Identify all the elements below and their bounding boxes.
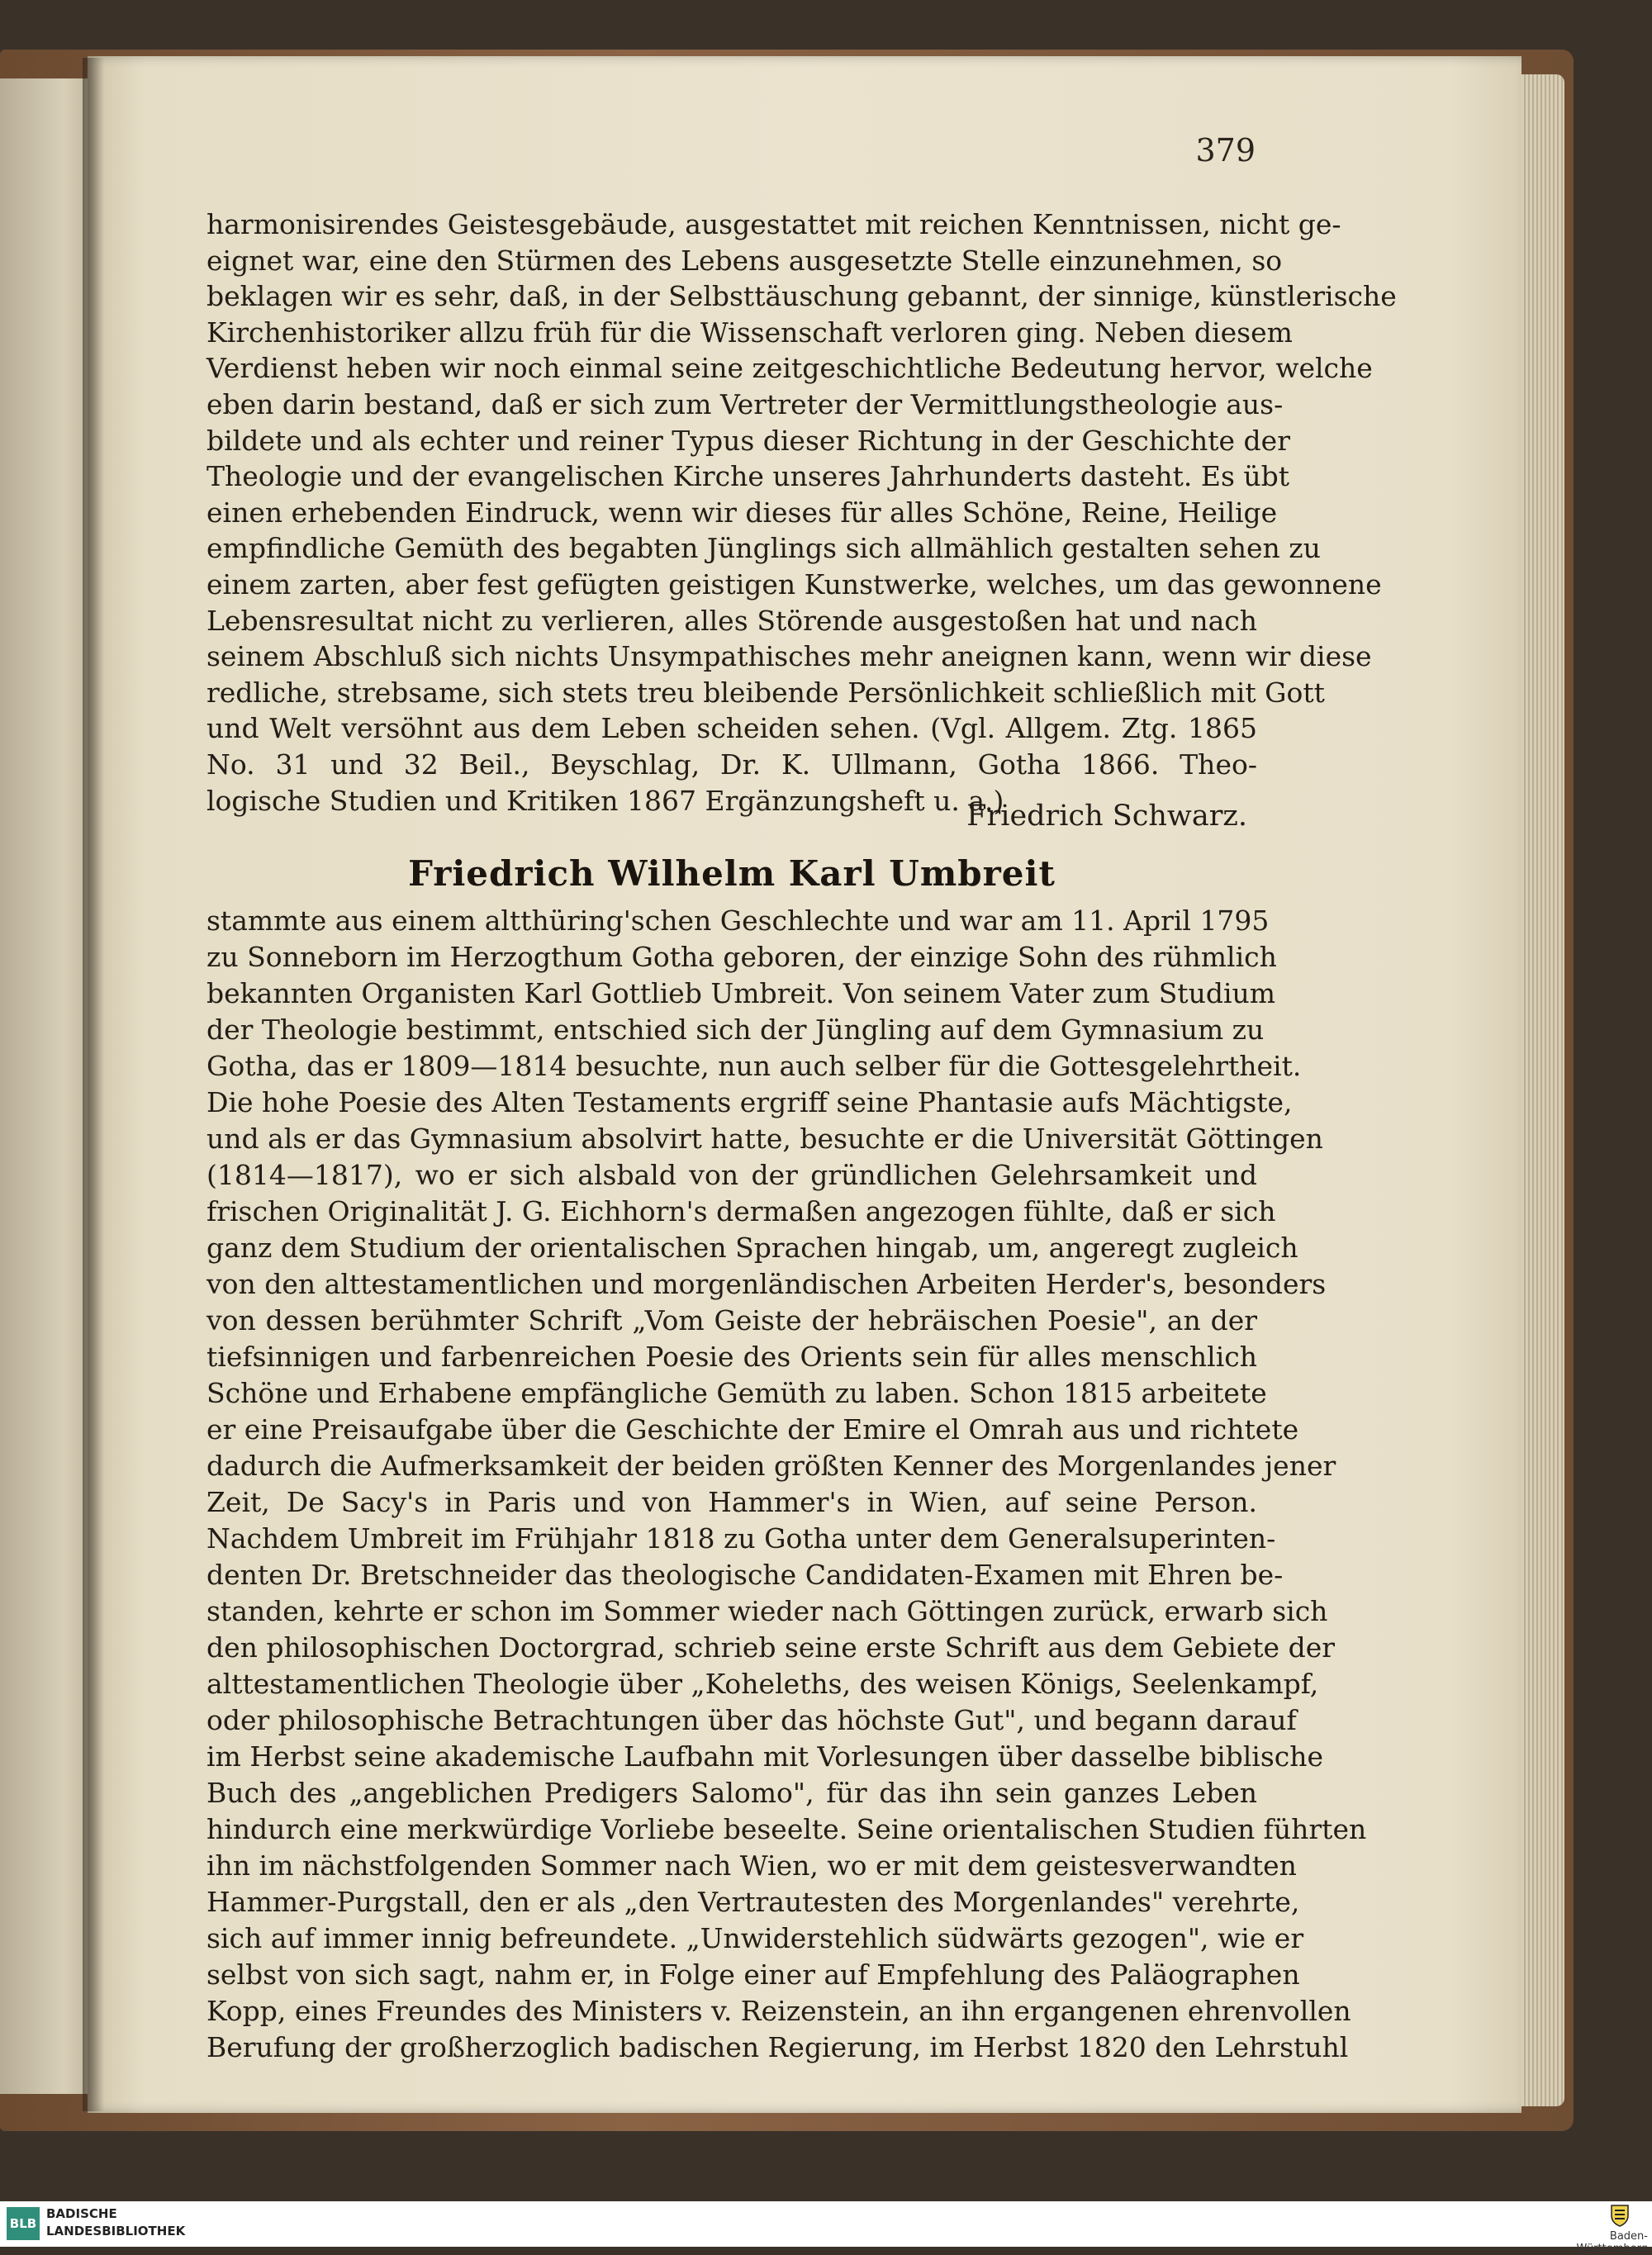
text-line: (1814—1817), wo er sich alsbald von der gründlichen Gelehrsamkeit und [206,1159,1257,1191]
text-line: Buch des „angeblichen Predigers Salomo", für das ihn sein ganzes Leben [206,1777,1257,1809]
text-line: den philosophischen Doctorgrad, schrieb seine erste Schrift aus dem Gebiete der [206,1631,1336,1664]
text-line: redliche, strebsame, sich stets treu bleibende Persönlichkeit schließlich mit Gott [206,676,1325,709]
text-line: frischen Originalität J. G. Eichhorn's dermaßen angezogen fühlte, daß er sich [206,1195,1276,1227]
library-name-line2: LANDESBIBLIOTHEK [46,2224,186,2238]
text-line: Verdienst heben wir noch einmal seine zeitgeschichtliche Bedeutung hervor, welche [206,352,1373,385]
text-line: von den alttestamentlichen und morgenländischen Arbeiten Herder's, besonders [206,1268,1327,1300]
text-line: denten Dr. Bretschneider das theologische Candidaten-Examen mit Ehren be- [206,1559,1284,1591]
text-line: dadurch die Aufmerksamkeit der beiden größten Kenner des Morgenlandes jener [206,1450,1336,1482]
text-line: ihn im nächstfolgenden Sommer nach Wien, wo er mit dem geistesverwandten [206,1849,1297,1882]
text-line: tiefsinnigen und farbenreichen Poesie des Orients sein für alles menschlich [206,1341,1257,1373]
text-line: logische Studien und Kritiken 1867 Ergänzungsheft u. a.) [206,784,1004,817]
text-line: und als er das Gymnasium absolvirt hatte, besuchte er die Universität Göttingen [206,1123,1323,1155]
text-line: harmonisirendes Geistesgebäude, ausgestattet mit reichen Kenntnissen, nicht ge- [206,208,1341,240]
text-line: Die hohe Poesie des Alten Testaments ergriff seine Phantasie aufs Mächtigste, [206,1086,1293,1118]
text-line: hindurch eine merkwürdige Vorliebe beseelte. Seine orientalischen Studien führten [206,1813,1367,1845]
previous-page-edge [0,78,91,2094]
book-gutter-shadow [83,58,104,2111]
text-line: oder philosophische Betrachtungen über das höchste Gut", und begann darauf [206,1704,1297,1736]
state-label: Baden-Württemberg [1576,2230,1648,2255]
text-line: Nachdem Umbreit im Frühjahr 1818 zu Gotha unter dem Generalsuperinten- [206,1522,1276,1555]
text-line: bekannten Organisten Karl Gottlieb Umbreit. Von seinem Vater zum Studium [206,977,1276,1009]
blb-logo-icon: BLB [7,2207,40,2240]
text-line: einem zarten, aber fest gefügten geistigen Kunstwerke, welches, um das gewonnene [206,567,1382,601]
text-line: Schöne und Erhabene empfängliche Gemüth zu laben. Schon 1815 arbeitete [206,1377,1267,1409]
author-signature: Friedrich Schwarz. [966,800,1247,833]
text-line: Theologie und der evangelischen Kirche unseres Jahrhunderts dasteht. Es übt [206,460,1290,493]
library-name-line1: BADISCHE [46,2206,117,2221]
text-line: von dessen berühmter Schrift „Vom Geiste der hebräischen Poesie", an der [206,1304,1257,1336]
text-line: No. 31 und 32 Beil., Beyschlag, Dr. K. Ullmann, Gotha 1866. Theo- [206,748,1257,781]
text-line: Lebensresultat nicht zu verlieren, alles Störende ausgestoßen hat und nach [206,604,1257,637]
viewer-footer-bar [0,2201,1652,2247]
text-line: Hammer-Purgstall, den er als „den Vertrautesten des Morgenlandes" verehrte, [206,1886,1300,1918]
text-line: ganz dem Studium der orientalischen Sprachen hingab, um, angeregt zugleich [206,1232,1298,1264]
text-line: eben darin bestand, daß er sich zum Vertreter der Vermittlungstheologie aus- [206,387,1284,420]
text-line: alttestamentlichen Theologie über „Koheleths, des weisen Königs, Seelenkampf, [206,1668,1319,1700]
text-line: eignet war, eine den Stürmen des Lebens ausgesetzte Stelle einzunehmen, so [206,244,1283,277]
text-line: und Welt versöhnt aus dem Leben scheiden sehen. (Vgl. Allgem. Ztg. 1865 [206,712,1257,745]
baden-wuerttemberg-crest-icon [1609,2202,1631,2227]
text-line: stammte aus einem altthüring'schen Geschlechte und war am 11. April 1795 [206,904,1270,937]
text-line: standen, kehrte er schon im Sommer wieder nach Göttingen zurück, erwarb sich [206,1595,1328,1627]
text-line: zu Sonneborn im Herzogthum Gotha geboren, der einzige Sohn des rühmlich [206,941,1277,973]
text-line: selbst von sich sagt, nahm er, in Folge einer auf Empfehlung des Paläographen [206,1958,1300,1991]
entry-heading: Friedrich Wilhelm Karl Umbreit [408,853,1056,894]
text-line: im Herbst seine akademische Laufbahn mit Vorlesungen über dasselbe biblische [206,1740,1324,1773]
text-line: beklagen wir es sehr, daß, in der Selbsttäuschung gebannt, der sinnige, künstlerische [206,280,1397,313]
paragraph-continuation [206,207,1397,819]
text-line: bildete und als echter und reiner Typus dieser Richtung in der Geschichte der [206,424,1290,457]
text-line: Gotha, das er 1809—1814 besuchte, nun auch selber für die Gottesgelehrtheit. [206,1050,1302,1082]
text-line: der Theologie bestimmt, entschied sich der Jüngling auf dem Gymnasium zu [206,1014,1265,1046]
page-number: 379 [1195,132,1256,169]
text-line: empfindliche Gemüth des begabten Jünglings sich allmählich gestalten sehen zu [206,532,1321,565]
text-line: seinem Abschluß sich nichts Unsympathisches mehr aneignen kann, wenn wir diese [206,640,1372,673]
library-name [46,2205,185,2240]
page-block-edges [1521,74,1564,2106]
text-line: Kirchenhistoriker allzu früh für die Wissenschaft verloren ging. Neben diesem [206,316,1293,349]
entry-body-text [206,903,1367,2066]
text-line: Kopp, eines Freundes des Ministers v. Reizenstein, an ihn ergangenen ehrenvollen [206,1995,1351,2027]
text-line: einen erhebenden Eindruck, wenn wir dieses für alles Schöne, Reine, Heilige [206,496,1278,529]
text-line: Zeit, De Sacy's in Paris und von Hammer's in Wien, auf seine Person. [206,1486,1257,1518]
text-line: Berufung der großherzoglich badischen Regierung, im Herbst 1820 den Lehrstuhl [206,2031,1349,2063]
text-line: er eine Preisaufgabe über die Geschichte der Emire el Omrah aus und richtete [206,1413,1299,1446]
text-line: sich auf immer innig befreundete. „Unwiderstehlich südwärts gezogen", wie er [206,1922,1304,1954]
